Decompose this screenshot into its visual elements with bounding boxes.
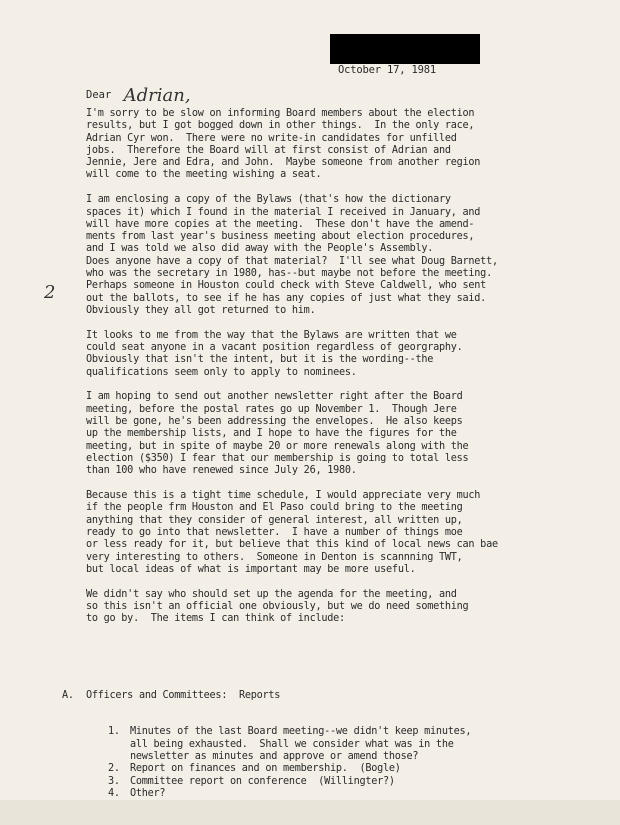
text-line: so this isn't an official one obviously, but we do need something	[86, 600, 469, 612]
text-line: than 100 who have renewed since July 26, 1980.	[86, 465, 357, 477]
redaction-block	[330, 34, 480, 64]
text-line: Jennie, Jere and Edra, and John. Maybe someone from another region	[86, 157, 481, 169]
text-line: I am enclosing a copy of the Bylaws (that's how the dictionary	[86, 194, 451, 206]
text-line: I am hoping to send out another newsletter right after the Board	[86, 391, 463, 403]
text-line: Minutes of the last Board meeting--we didn't keep minutes,	[130, 726, 472, 738]
text-line: spaces it) which I found in the material I received in January, and	[86, 206, 481, 218]
text-line: Obviously they all got returned to him.	[86, 304, 316, 316]
text-line: I'm sorry to be slow on informing Board members about the election	[86, 108, 475, 119]
handwritten-margin-note: 2	[44, 282, 56, 303]
text-line: but local ideas of what is important may be more useful.	[86, 563, 416, 575]
paragraph	[86, 589, 606, 626]
text-line: all being exhausted. Shall we consider what was in the	[130, 738, 454, 750]
paragraph	[86, 108, 606, 182]
text-line: out the ballots, to see if he has any copies of just what they said.	[86, 292, 487, 304]
text-line: Report on finances and on membership. (Bogle)	[130, 763, 401, 775]
paragraph	[86, 330, 606, 379]
agenda-item-text	[130, 763, 401, 775]
paragraph	[86, 391, 606, 477]
text-line: Committee report on conference (Willingter?)	[130, 775, 395, 787]
text-line: meeting, before the postal rates go up November 1. Though Jere	[86, 403, 457, 415]
agenda-heading: Officers and Committees: Reports	[86, 689, 281, 701]
text-line: will have more copies at the meeting. These don't have the amend-	[86, 218, 475, 230]
letter-body	[86, 108, 606, 638]
text-line: Adrian Cyr won. There were no write-in candidates for unfilled	[86, 132, 457, 144]
text-line: to go by. The items I can think of include:	[86, 613, 345, 625]
text-line: We didn't say who should set up the agenda for the meeting, and	[86, 588, 457, 600]
text-line: ready to go into that newsletter. I have a number of things moe	[86, 526, 463, 538]
text-line: will be gone, he's been addressing the envelopes. He also keeps	[86, 416, 463, 428]
agenda	[62, 665, 612, 825]
agenda-item	[62, 776, 612, 788]
agenda-item-number: 2.	[108, 763, 120, 775]
text-line: Obviously that isn't the intent, but it is the wording--the	[86, 354, 434, 366]
paragraph	[86, 194, 606, 317]
agenda-letter: A.	[62, 689, 74, 701]
text-line: anything that they consider of general interest, all written up,	[86, 514, 463, 526]
text-line: newsletter as minutes and approve or amend those?	[130, 751, 419, 763]
text-line: Perhaps someone in Houston could check with Steve Caldwell, who sent	[86, 280, 487, 292]
agenda-item-text	[130, 788, 165, 800]
text-line: Does anyone have a copy of that material? I'll see what Doug Barnett,	[86, 255, 498, 267]
agenda-item-number: 1.	[108, 726, 120, 738]
text-line: ments from last year's business meeting about election procedures,	[86, 231, 475, 243]
agenda-items	[62, 726, 612, 800]
text-line: meeting, but in spite of maybe 20 or more renewals along with the	[86, 440, 469, 452]
agenda-item-text	[130, 776, 395, 788]
text-line: very interesting to others. Someone in Denton is scannning TWT,	[86, 551, 463, 563]
salutation	[86, 82, 191, 106]
agenda-item-number: 4.	[108, 787, 120, 799]
text-line: Because this is a tight time schedule, I would appreciate very much	[86, 490, 481, 502]
agenda-item	[62, 763, 612, 775]
handwritten-recipient: Adrian,	[123, 85, 191, 106]
agenda-section-a	[62, 690, 612, 702]
text-line: if the people frm Houston and El Paso could bring to the meeting	[86, 502, 463, 514]
text-line: and I was told we also did away with the People's Assembly.	[86, 243, 434, 255]
text-line: who was the secretary in 1980, has--but maybe not before the meeting.	[86, 268, 492, 280]
salutation-word: Dear	[86, 89, 112, 101]
text-line: qualifications seem only to apply to nominees.	[86, 366, 357, 378]
agenda-item-number: 3.	[108, 775, 120, 787]
text-line: could seat anyone in a vacant position regardless of georgraphy.	[86, 342, 463, 354]
agenda-item	[62, 726, 612, 763]
text-line: results, but I got bogged down in other things. In the only race,	[86, 120, 475, 132]
text-line: jobs. Therefore the Board will at first consist of Adrian and	[86, 144, 451, 156]
letter-date: October 17, 1981	[338, 64, 436, 76]
paragraph	[86, 490, 606, 576]
text-line: It looks to me from the way that the Bylaws are written that we	[86, 329, 457, 341]
text-line: election ($350) I fear that our membership is going to total less	[86, 452, 469, 464]
agenda-item	[62, 788, 612, 800]
text-line: will come to the meeting wishing a seat.	[86, 169, 322, 181]
text-line: Other?	[130, 787, 166, 799]
text-line: up the membership lists, and I hope to have the figures for the	[86, 428, 457, 440]
agenda-item-text	[130, 726, 471, 763]
text-line: or less ready for it, but believe that this kind of local news can bae	[86, 539, 498, 551]
